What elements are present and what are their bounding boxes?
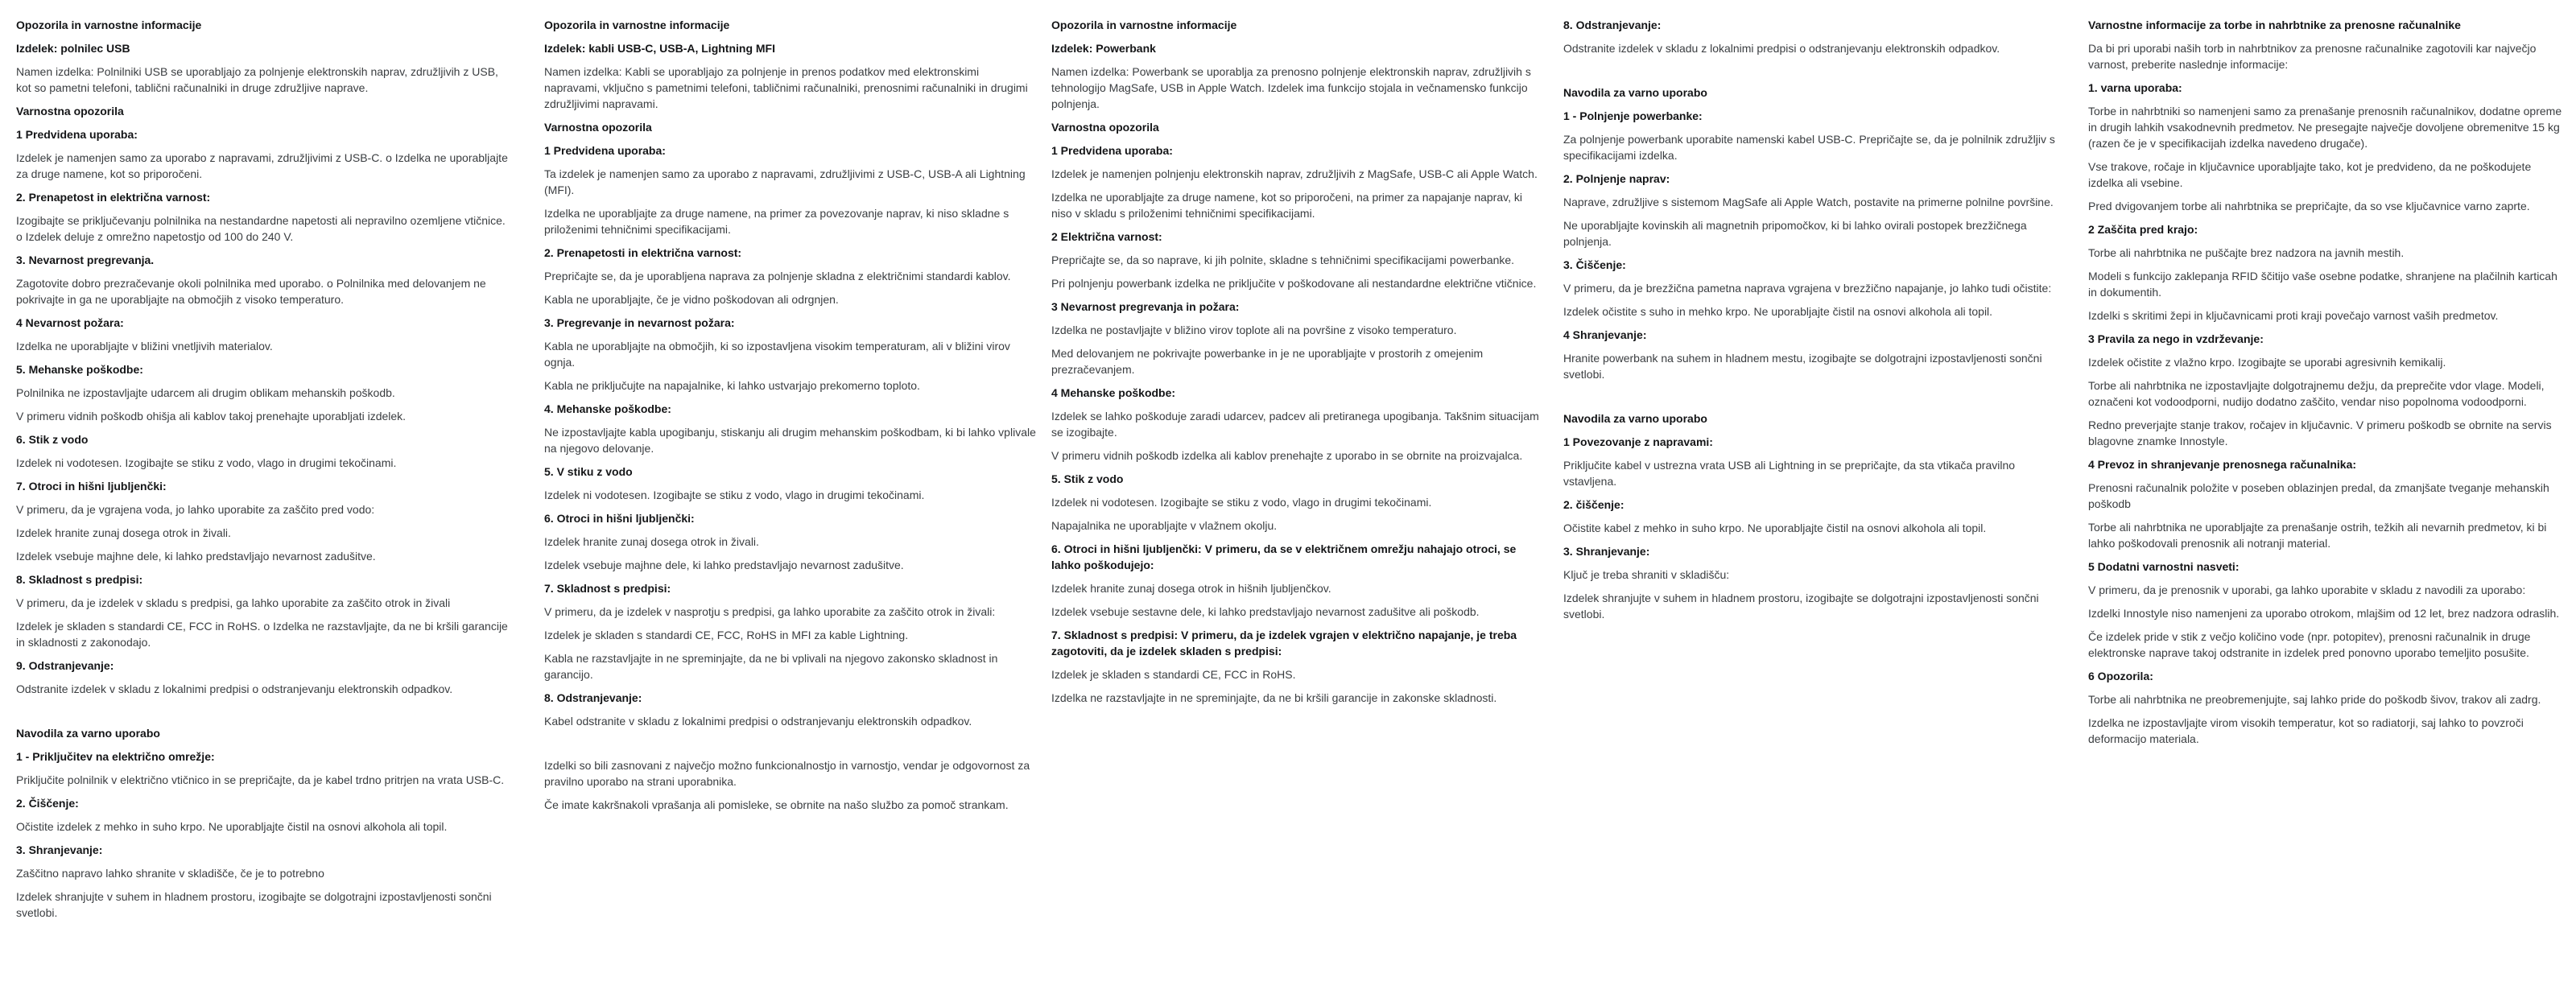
paragraph: Izdelek shranjujte v suhem in hladnem prostoru, izogibajte se dolgotrajni izpostavljenosti sončni svetlobi. bbox=[16, 890, 492, 919]
paragraph: Izdelka ne izpostavljajte virom visokih temperatur, kot so radiatorji, saj lahko to povzroči deformacijo materiala. bbox=[2088, 716, 2524, 745]
section-heading: 5. Stik z vodo bbox=[1051, 472, 1124, 485]
paragraph: Izdelek je skladen s standardi CE, FCC, RoHS in MFI za kable Lightning. bbox=[544, 629, 909, 641]
section-heading: Varnostna opozorila bbox=[544, 121, 652, 134]
paragraph: Ta izdelek je namenjen samo za uporabo z napravami, združljivimi z USB-C, USB-A ali Lightning (MFI). bbox=[544, 167, 1026, 196]
paragraph: Vse trakove, ročaje in ključavnice uporabljajte tako, kot je predvideno, da ne poškodujete izdelka ali vsebine. bbox=[2088, 160, 2532, 189]
paragraph: Izdelki Innostyle niso namenjeni za uporabo otrokom, mlajšim od 12 let, brez nadzora odraslih. bbox=[2088, 607, 2560, 620]
section-heading: 7. Otroci in hišni ljubljenčki: bbox=[16, 480, 167, 493]
paragraph: Prenosni računalnik položite v poseben oblazinjen predal, da zmanjšate tveganje mehanskih poškodb bbox=[2088, 481, 2549, 510]
paragraph: Izdelek ni vodotesen. Izogibajte se stiku z vodo, vlago in drugimi tekočinami. bbox=[16, 456, 397, 469]
section-heading: 2 Zaščita pred krajo: bbox=[2088, 223, 2198, 236]
paragraph: Izdelki s skritimi žepi in ključavnicami proti kraji povečajo varnost vaših predmetov. bbox=[2088, 309, 2499, 322]
paragraph: Očistite izdelek z mehko in suho krpo. Ne uporabljajte čistil na osnovi alkohola ali topil. bbox=[16, 820, 448, 833]
paragraph: Izdelka ne uporabljajte v bližini vnetljivih materialov. bbox=[16, 340, 273, 353]
paragraph: Izdelek ni vodotesen. Izogibajte se stiku z vodo, vlago in drugimi tekočinami. bbox=[1051, 496, 1432, 509]
paragraph: Med delovanjem ne pokrivajte powerbanke in je ne uporabljajte v prostorih z omejenim prezračevanjem. bbox=[1051, 347, 1484, 376]
paragraph: Redno preverjajte stanje trakov, ročajev in ključavnic. V primeru poškodb se obrnite na servis blagovne znamke Innostyle. bbox=[2088, 418, 2552, 447]
section-heading: 4 Prevoz in shranjevanje prenosnega računalnika: bbox=[2088, 458, 2357, 471]
column-1-usb-charger bbox=[16, 17, 509, 928]
paragraph: Da bi pri uporabi naših torb in nahrbtnikov za prenosne računalnike zagotovili kar največjo varnost, preberite naslednje informacije: bbox=[2088, 42, 2537, 71]
paragraph: V primeru, da je prenosnik v uporabi, ga lahko uporabite v skladu z navodili za uporabo: bbox=[2088, 583, 2526, 596]
section-heading: 3. Pregrevanje in nevarnost požara: bbox=[544, 316, 735, 329]
paragraph: Izdelek je namenjen samo za uporabo z napravami, združljivimi z USB-C. o Izdelka ne uporabljajte za druge namene, kot so priporočeni. bbox=[16, 151, 508, 180]
section-heading: Varnostne informacije za torbe in nahrbtnike za prenosne računalnike bbox=[2088, 19, 2461, 31]
paragraph: Polnilnika ne izpostavljajte udarcem ali drugim oblikam mehanskih poškodb. bbox=[16, 386, 395, 399]
paragraph: Torbe ali nahrbtnika ne preobremenjujte, saj lahko pride do poškodb šivov, trakov ali zadrg. bbox=[2088, 693, 2541, 706]
section-heading: Navodila za varno uporabo bbox=[1563, 86, 1707, 99]
spacer bbox=[544, 736, 1037, 757]
section-heading: 4 Mehanske poškodbe: bbox=[1051, 386, 1176, 399]
paragraph: Kabla ne uporabljajte, če je vidno poškodovan ali odrgnjen. bbox=[544, 293, 839, 306]
paragraph: Izogibajte se priključevanju polnilnika na nestandardne napetosti ali nepravilno ozemljene vtičnice. o Izdelek deluje z omrežno napetostjo od 100 do 240 V. bbox=[16, 214, 506, 243]
section-heading: 2. Polnjenje naprav: bbox=[1563, 172, 1670, 185]
section-heading: 2. Prenapetosti in električna varnost: bbox=[544, 246, 742, 259]
paragraph: V primeru, da je brezžična pametna naprava vgrajena v brezžično napajanje, jo lahko tudi očistite: bbox=[1563, 282, 2052, 295]
column-4-instructions bbox=[1563, 17, 2056, 629]
section-heading: 8. Odstranjevanje: bbox=[544, 691, 642, 704]
section-heading: 2. Čiščenje: bbox=[16, 797, 79, 810]
section-heading: 4 Nevarnost požara: bbox=[16, 316, 124, 329]
section-heading: 2 Električna varnost: bbox=[1051, 230, 1162, 243]
section-heading: Varnostna opozorila bbox=[16, 105, 124, 118]
section-heading: 7. Skladnost s predpisi: V primeru, da je izdelek vgrajen v električno napajanje, je treba zagotoviti, da je izdelek skladen s predpisi: bbox=[1051, 629, 1517, 658]
section-heading: 3 Nevarnost pregrevanja in požara: bbox=[1051, 300, 1240, 313]
paragraph: Izdelka ne uporabljajte za druge namene, na primer za povezovanje naprav, ki niso skladne s priloženimi tehničnimi specifikacijami. bbox=[544, 207, 1009, 236]
section-heading: 3. Čiščenje: bbox=[1563, 258, 1626, 271]
section-heading: Opozorila in varnostne informacije bbox=[16, 19, 202, 31]
section-heading: 2. čiščenje: bbox=[1563, 498, 1624, 511]
section-heading: 4. Mehanske poškodbe: bbox=[544, 402, 671, 415]
section-heading: 3. Nevarnost pregrevanja. bbox=[16, 254, 155, 266]
paragraph: Če izdelek pride v stik z večjo količino vode (npr. potopitev), prenosni računalnik in druge elektronske naprave takoj odstranite in izdelek pred ponovno uporabo temeljito posušite. bbox=[2088, 630, 2531, 659]
section-heading: Navodila za varno uporabo bbox=[16, 727, 160, 740]
paragraph: Izdelka ne uporabljajte za druge namene, kot so priporočeni, na primer za napajanje naprav, ki niso v skladu s priloženimi tehničnimi specifikacijami. bbox=[1051, 191, 1522, 220]
paragraph: Prepričajte se, da so naprave, ki jih polnite, skladne s tehničnimi specifikacijami powerbanke. bbox=[1051, 254, 1515, 266]
section-heading: 1 - Priključitev na električno omrežje: bbox=[16, 750, 215, 763]
paragraph: Izdelek je namenjen polnjenju elektronskih naprav, združljivih z MagSafe, USB-C ali Apple Watch. bbox=[1051, 167, 1538, 180]
paragraph: Kabel odstranite v skladu z lokalnimi predpisi o odstranjevanju elektronskih odpadkov. bbox=[544, 715, 972, 728]
section-heading: 6 Opozorila: bbox=[2088, 670, 2153, 682]
section-heading: 3. Shranjevanje: bbox=[16, 843, 103, 856]
section-heading: 1 Povezovanje z napravami: bbox=[1563, 435, 1713, 448]
paragraph: Očistite kabel z mehko in suho krpo. Ne uporabljajte čistil na osnovi alkohola ali topil. bbox=[1563, 522, 1987, 534]
paragraph: Kabla ne uporabljajte na območjih, ki so izpostavljena visokim temperaturam, ali v bližini virov ognja. bbox=[544, 340, 1010, 369]
paragraph: Izdelka ne razstavljajte in ne spreminjajte, da ne bi kršili garancije in zakonske skladnosti. bbox=[1051, 691, 1497, 704]
paragraph: Naprave, združljive s sistemom MagSafe ali Apple Watch, postavite na primerne polnilne površine. bbox=[1563, 196, 2054, 208]
section-heading: 1 Predvidena uporaba: bbox=[16, 128, 138, 141]
section-heading: Izdelek: kabli USB-C, USB-A, Lightning MFI bbox=[544, 42, 775, 55]
section-heading: 9. Odstranjevanje: bbox=[16, 659, 114, 672]
section-heading: 1 - Polnjenje powerbanke: bbox=[1563, 109, 1703, 122]
paragraph: Za polnjenje powerbank uporabite namenski kabel USB-C. Prepričajte se, da je polnilnik združljiv s specifikacijami izdelka. bbox=[1563, 133, 2055, 162]
paragraph: Hranite powerbank na suhem in hladnem mestu, izogibajte se dolgotrajni izpostavljenosti sončni svetlobi. bbox=[1563, 352, 2042, 381]
paragraph: Modeli s funkcijo zaklepanja RFID ščitijo vaše osebne podatke, shranjene na plačilnih karticah in dokumentih. bbox=[2088, 270, 2557, 299]
paragraph: Izdelek očistite s suho in mehko krpo. Ne uporabljajte čistil na osnovi alkohola ali topil. bbox=[1563, 305, 1993, 318]
paragraph: Če imate kakršnakoli vprašanja ali pomisleke, se obrnite na našo službo za pomoč strankam. bbox=[544, 798, 1009, 811]
paragraph: Izdelek ni vodotesen. Izogibajte se stiku z vodo, vlago in drugimi tekočinami. bbox=[544, 489, 925, 501]
paragraph: Ne uporabljajte kovinskih ali magnetnih pripomočkov, ki bi lahko ovirali postopek brezžičnega polnjenja. bbox=[1563, 219, 2027, 248]
spacer bbox=[1563, 390, 2056, 410]
section-heading: 8. Skladnost s predpisi: bbox=[16, 573, 143, 586]
paragraph: Odstranite izdelek v skladu z lokalnimi predpisi o odstranjevanju elektronskih odpadkov. bbox=[1563, 42, 2000, 55]
paragraph: Izdelka ne postavljajte v bližino virov toplote ali na površine z visoko temperaturo. bbox=[1051, 324, 1457, 336]
section-heading: Varnostna opozorila bbox=[1051, 121, 1159, 134]
paragraph: Izdelek očistite z vlažno krpo. Izogibajte se uporabi agresivnih kemikalij. bbox=[2088, 356, 2446, 369]
paragraph: Izdelek je skladen s standardi CE, FCC in RoHS. o Izdelka ne razstavljajte, da ne bi kršili garancije in skladnosti z zakonodajo. bbox=[16, 620, 508, 649]
paragraph: V primeru vidnih poškodb ohišja ali kablov takoj prenehajte uporabljati izdelek. bbox=[16, 410, 407, 423]
paragraph: Izdelek vsebuje majhne dele, ki lahko predstavljajo nevarnost zadušitve. bbox=[16, 550, 376, 563]
paragraph: Napajalnika ne uporabljajte v vlažnem okolju. bbox=[1051, 519, 1278, 532]
section-heading: 6. Otroci in hišni ljubljenčki: V primeru, da se v električnem omrežju nahajajo otroci, se lahko poškodujejo: bbox=[1051, 542, 1517, 571]
paragraph: Izdelek se lahko poškoduje zaradi udarcev, padcev ali pretiranega upogibanja. Takšnim situacijam se izogibajte. bbox=[1051, 410, 1539, 439]
paragraph: Torbe ali nahrbtnika ne uporabljajte za prenašanje ostrih, težkih ali nevarnih predmetov, ki bi lahko poškodovali prenosnik ali notranji material. bbox=[2088, 521, 2547, 550]
section-heading: 6. Stik z vodo bbox=[16, 433, 89, 446]
paragraph: Odstranite izdelek v skladu z lokalnimi predpisi o odstranjevanju elektronskih odpadkov. bbox=[16, 682, 453, 695]
section-heading: Opozorila in varnostne informacije bbox=[544, 19, 730, 31]
spacer bbox=[1563, 64, 2056, 85]
paragraph: Kabla ne priključujte na napajalnike, ki lahko ustvarjajo prekomerno toploto. bbox=[544, 379, 920, 392]
section-heading: 5. Mehanske poškodbe: bbox=[16, 363, 143, 376]
paragraph: Ključ je treba shraniti v skladišču: bbox=[1563, 568, 1730, 581]
section-heading: 1 Predvidena uporaba: bbox=[544, 144, 666, 157]
section-heading: 8. Odstranjevanje: bbox=[1563, 19, 1662, 31]
paragraph: Priključite polnilnik v električno vtičnico in se prepričajte, da je kabel trdno pritrjen na vrata USB-C. bbox=[16, 773, 505, 786]
paragraph: Izdelek shranjujte v suhem in hladnem prostoru, izogibajte se dolgotrajni izpostavljenosti sončni svetlobi. bbox=[1563, 592, 2039, 621]
paragraph: Zagotovite dobro prezračevanje okoli polnilnika med uporabo. o Polnilnika med delovanjem ne pokrivajte in ga ne uporabljajte na območjih z visoko temperaturo. bbox=[16, 277, 486, 306]
paragraph: Namen izdelka: Polnilniki USB se uporabljajo za polnjenje elektronskih naprav, združljivih z USB, kot so pametni telefoni, tablični računalniki in druge združljive naprave. bbox=[16, 65, 498, 94]
paragraph: Pred dvigovanjem torbe ali nahrbtnika se prepričajte, da so vse ključavnice varno zaprte. bbox=[2088, 200, 2530, 212]
paragraph: V primeru, da je izdelek v skladu s predpisi, ga lahko uporabite za zaščito otrok in živali bbox=[16, 596, 451, 609]
paragraph: Pri polnjenju powerbank izdelka ne priključite v poškodovane ali nestandardne električne vtičnice. bbox=[1051, 277, 1537, 290]
paragraph: Kabla ne razstavljajte in ne spreminjajte, da ne bi vplivali na njegovo zakonsko skladnost in garancijo. bbox=[544, 652, 998, 681]
column-5-bags-backpacks bbox=[2088, 17, 2568, 754]
section-heading: 2. Prenapetost in električna varnost: bbox=[16, 191, 211, 204]
paragraph: Torbe in nahrbtniki so namenjeni samo za prenašanje prenosnih računalnikov, dodatne opreme in drugih lahkih vsakodnevnih predmetov. Ne presegajte največje dovoljene obremenitve 15 kg (razen če je v specifikacijah izdelka navedeno drugače). bbox=[2088, 105, 2562, 150]
paragraph: Namen izdelka: Kabli se uporabljajo za polnjenje in prenos podatkov med elektronskimi napravami, vključno s pametnimi telefoni, tabličnimi računalniki, prenosnimi računalniki in drugimi združljivimi napravami. bbox=[544, 65, 1028, 110]
paragraph: Izdelek hranite zunaj dosega otrok in živali. bbox=[16, 526, 231, 539]
section-heading: 3 Pravila za nego in vzdrževanje: bbox=[2088, 332, 2264, 345]
section-heading: 1 Predvidena uporaba: bbox=[1051, 144, 1173, 157]
section-heading: 5 Dodatni varnostni nasveti: bbox=[2088, 560, 2240, 573]
paragraph: Izdelek hranite zunaj dosega otrok in hišnih ljubljenčkov. bbox=[1051, 582, 1331, 595]
paragraph: V primeru vidnih poškodb izdelka ali kablov prenehajte z uporabo in se obrnite na proizvajalca. bbox=[1051, 449, 1523, 462]
paragraph: Prepričajte se, da je uporabljena naprava za polnjenje skladna z električnimi standardi kablov. bbox=[544, 270, 1011, 282]
column-3-powerbank bbox=[1051, 17, 1544, 713]
section-heading: Opozorila in varnostne informacije bbox=[1051, 19, 1237, 31]
section-heading: 5. V stiku z vodo bbox=[544, 465, 633, 478]
section-heading: 4 Shranjevanje: bbox=[1563, 328, 1647, 341]
paragraph: Izdelek vsebuje sestavne dele, ki lahko predstavljajo nevarnost zadušitve ali poškodb. bbox=[1051, 605, 1480, 618]
paragraph: Izdelek vsebuje majhne dele, ki lahko predstavljajo nevarnost zadušitve. bbox=[544, 559, 904, 571]
paragraph: V primeru, da je izdelek v nasprotju s predpisi, ga lahko uporabite za zaščito otrok in živali: bbox=[544, 605, 996, 618]
paragraph: Izdelek je skladen s standardi CE, FCC in RoHS. bbox=[1051, 668, 1296, 681]
spacer bbox=[16, 704, 509, 725]
section-heading: 7. Skladnost s predpisi: bbox=[544, 582, 671, 595]
paragraph: Torbe ali nahrbtnika ne puščajte brez nadzora na javnih mestih. bbox=[2088, 246, 2405, 259]
section-heading: Izdelek: polnilec USB bbox=[16, 42, 130, 55]
paragraph: V primeru, da je vgrajena voda, jo lahko uporabite za zaščito pred vodo: bbox=[16, 503, 375, 516]
section-heading: 1. varna uporaba: bbox=[2088, 81, 2182, 94]
paragraph: Izdelki so bili zasnovani z največjo možno funkcionalnostjo in varnostjo, vendar je odgovornost za pravilno uporabo na strani uporabnika. bbox=[544, 759, 1030, 788]
section-heading: 6. Otroci in hišni ljubljenčki: bbox=[544, 512, 695, 525]
paragraph: Namen izdelka: Powerbank se uporablja za prenosno polnjenje elektronskih naprav, združljivih s tehnologijo MagSafe, USB in Apple Watch. Izdelek ima funkcijo stojala in večnamensko funkcijo polnjenja. bbox=[1051, 65, 1531, 110]
paragraph: Ne izpostavljajte kabla upogibanju, stiskanju ali drugim mehanskim poškodbam, ki bi lahko vplivale na njegovo delovanje. bbox=[544, 426, 1036, 455]
section-heading: Navodila za varno uporabo bbox=[1563, 412, 1707, 425]
section-heading: 3. Shranjevanje: bbox=[1563, 545, 1650, 558]
paragraph: Zaščitno napravo lahko shranite v skladišče, če je to potrebno bbox=[16, 867, 324, 880]
paragraph: Izdelek hranite zunaj dosega otrok in živali. bbox=[544, 535, 759, 548]
column-2-cables bbox=[544, 17, 1037, 820]
paragraph: Torbe ali nahrbtnika ne izpostavljajte dolgotrajnemu dežju, da preprečite vdor vlage. Modeli, označeni kot vodoodporni, nudijo dodatno zaščito, vendar niso popolnoma vodoodporni. bbox=[2088, 379, 2545, 408]
section-heading: Izdelek: Powerbank bbox=[1051, 42, 1156, 55]
paragraph: Priključite kabel v ustrezna vrata USB ali Lightning in se prepričajte, da sta vtikača pravilno vstavljena. bbox=[1563, 459, 2016, 488]
